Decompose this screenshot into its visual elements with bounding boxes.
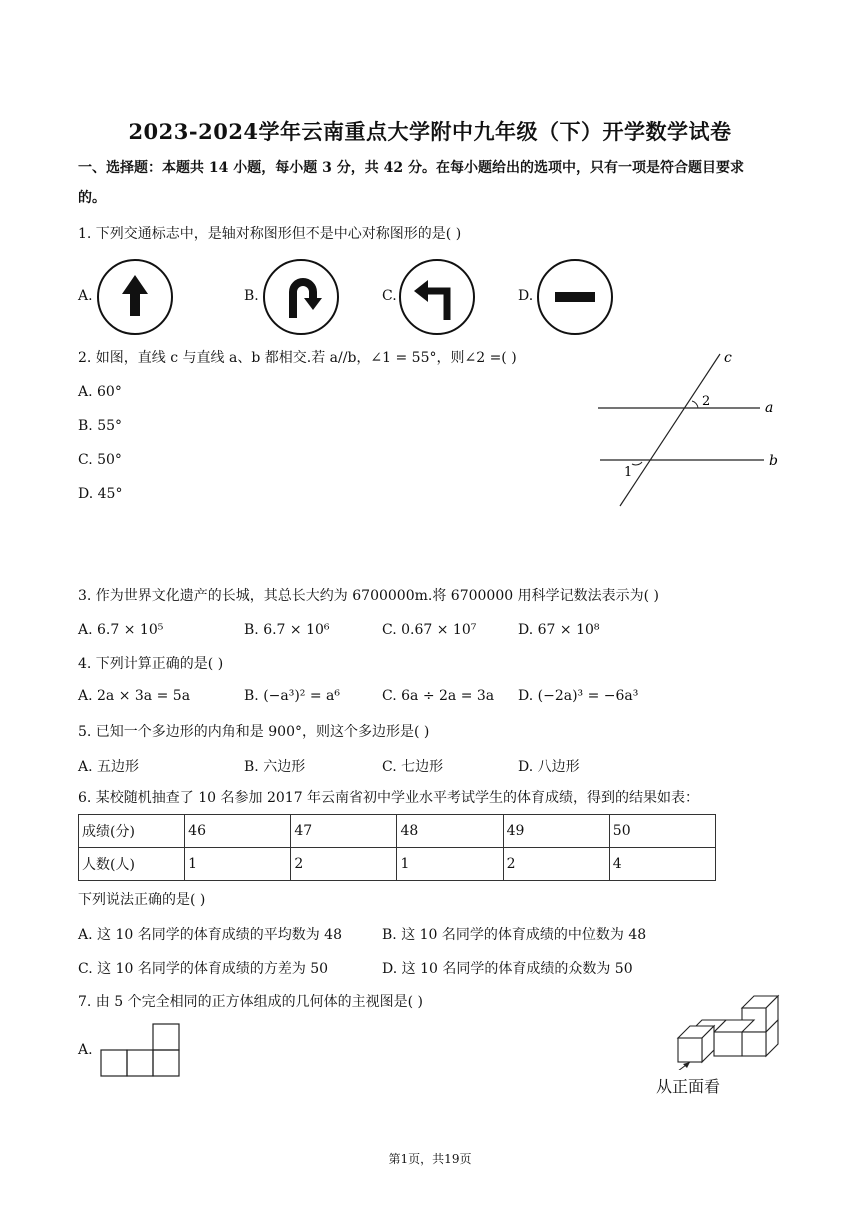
table-cell: 49 bbox=[503, 815, 609, 848]
label-a: a bbox=[765, 400, 774, 416]
table-cell: 成绩(分) bbox=[79, 815, 185, 848]
table-cell: 48 bbox=[397, 815, 503, 848]
q6-option-a: A. 这 10 名同学的体育成绩的平均数为 48 bbox=[78, 927, 342, 943]
q4-option-b: B. (−a³)² = a⁶ bbox=[244, 688, 341, 704]
label-b: b bbox=[769, 453, 778, 469]
no-entry-bar-icon bbox=[536, 258, 614, 336]
table-cell: 46 bbox=[185, 815, 291, 848]
page-footer: 第1页，共19页 bbox=[388, 1152, 472, 1166]
question-1-stem: 1. 下列交通标志中，是轴对称图形但不是中心对称图形的是( ) bbox=[78, 226, 462, 242]
label-angle-2: 2 bbox=[702, 394, 711, 409]
q3-option-b: B. 6.7 × 10⁶ bbox=[244, 622, 330, 638]
label-c: c bbox=[724, 350, 732, 366]
q5-option-a: A. 五边形 bbox=[78, 759, 140, 775]
q1-option-d-label: D. bbox=[518, 288, 534, 304]
q1-option-b-label: B. bbox=[244, 288, 259, 304]
question-6-substem: 下列说法正确的是( ) bbox=[78, 892, 206, 908]
figure-caption: 从正面看 bbox=[656, 1077, 721, 1096]
page-title: 2023-2024学年云南重点大学附中九年级（下）开学数学试卷 bbox=[128, 119, 732, 144]
line-c bbox=[620, 354, 720, 506]
q2-option-d: D. 45° bbox=[78, 486, 123, 502]
q2-option-b: B. 55° bbox=[78, 418, 123, 434]
q6-option-b: B. 这 10 名同学的体育成绩的中位数为 48 bbox=[382, 927, 647, 943]
table-cell: 2 bbox=[503, 848, 609, 881]
q3-option-a: A. 6.7 × 10⁵ bbox=[78, 622, 164, 638]
table-cell: 47 bbox=[291, 815, 397, 848]
straight-arrow-icon bbox=[96, 258, 174, 336]
table-cell: 人数(人) bbox=[79, 848, 185, 881]
question-2-stem: 2. 如图，直线 c 与直线 a、b 都相交.若 a//b，∠1 = 55°，则∠2 =( ) bbox=[78, 350, 517, 366]
q1-option-c-label: C. bbox=[382, 288, 397, 304]
q3-option-d: D. 67 × 10⁸ bbox=[518, 622, 600, 638]
q1-option-a-label: A. bbox=[78, 288, 93, 304]
q5-option-d: D. 八边形 bbox=[518, 759, 580, 775]
q6-option-d: D. 这 10 名同学的体育成绩的众数为 50 bbox=[382, 961, 633, 977]
table-row bbox=[79, 815, 716, 848]
table-cell: 50 bbox=[609, 815, 715, 848]
question-6-stem: 6. 某校随机抽查了 10 名参加 2017 年云南省初中学业水平考试学生的体育成绩，得到的结果如表： bbox=[78, 790, 700, 806]
q5-option-c: C. 七边形 bbox=[382, 759, 444, 775]
q4-option-c: C. 6a ÷ 2a = 3a bbox=[382, 688, 495, 704]
table-cell: 4 bbox=[609, 848, 715, 881]
question-4-stem: 4. 下列计算正确的是( ) bbox=[78, 656, 224, 672]
q4-option-a: A. 2a × 3a = 5a bbox=[78, 688, 191, 704]
q7-option-a-view bbox=[98, 1022, 182, 1078]
section-heading: 一、选择题：本题共 14 小题，每小题 3 分，共 42 分。在每小题给出的选项中，只有一项是符合题目要求 bbox=[78, 160, 744, 176]
question-3-stem: 3. 作为世界文化遗产的长城，其总长大约为 6700000m.将 6700000 用科学记数法表示为( ) bbox=[78, 588, 659, 604]
q6-option-c: C. 这 10 名同学的体育成绩的方差为 50 bbox=[78, 961, 329, 977]
q2-option-a: A. 60° bbox=[78, 384, 122, 400]
label-angle-1: 1 bbox=[624, 465, 633, 480]
q4-option-d: D. (−2a)³ = −6a³ bbox=[518, 688, 639, 704]
turn-left-arrow-icon bbox=[398, 258, 476, 336]
table-cell: 1 bbox=[185, 848, 291, 881]
q3-option-c: C. 0.67 × 10⁷ bbox=[382, 622, 477, 638]
table-cell: 1 bbox=[397, 848, 503, 881]
section-heading-cont: 的。 bbox=[78, 190, 106, 206]
q2-option-c: C. 50° bbox=[78, 452, 122, 468]
q7-option-a-label: A. bbox=[78, 1042, 93, 1058]
question-5-stem: 5. 已知一个多边形的内角和是 900°，则这个多边形是( ) bbox=[78, 724, 430, 740]
question-7-stem: 7. 由 5 个完全相同的正方体组成的几何体的主视图是( ) bbox=[78, 994, 423, 1010]
table-row bbox=[79, 848, 716, 881]
q5-option-b: B. 六边形 bbox=[244, 759, 306, 775]
table-cell: 2 bbox=[291, 848, 397, 881]
cube-stack-figure bbox=[660, 990, 784, 1070]
u-turn-arrow-icon bbox=[262, 258, 340, 336]
parallel-lines-figure bbox=[592, 346, 792, 512]
score-table bbox=[78, 814, 716, 881]
